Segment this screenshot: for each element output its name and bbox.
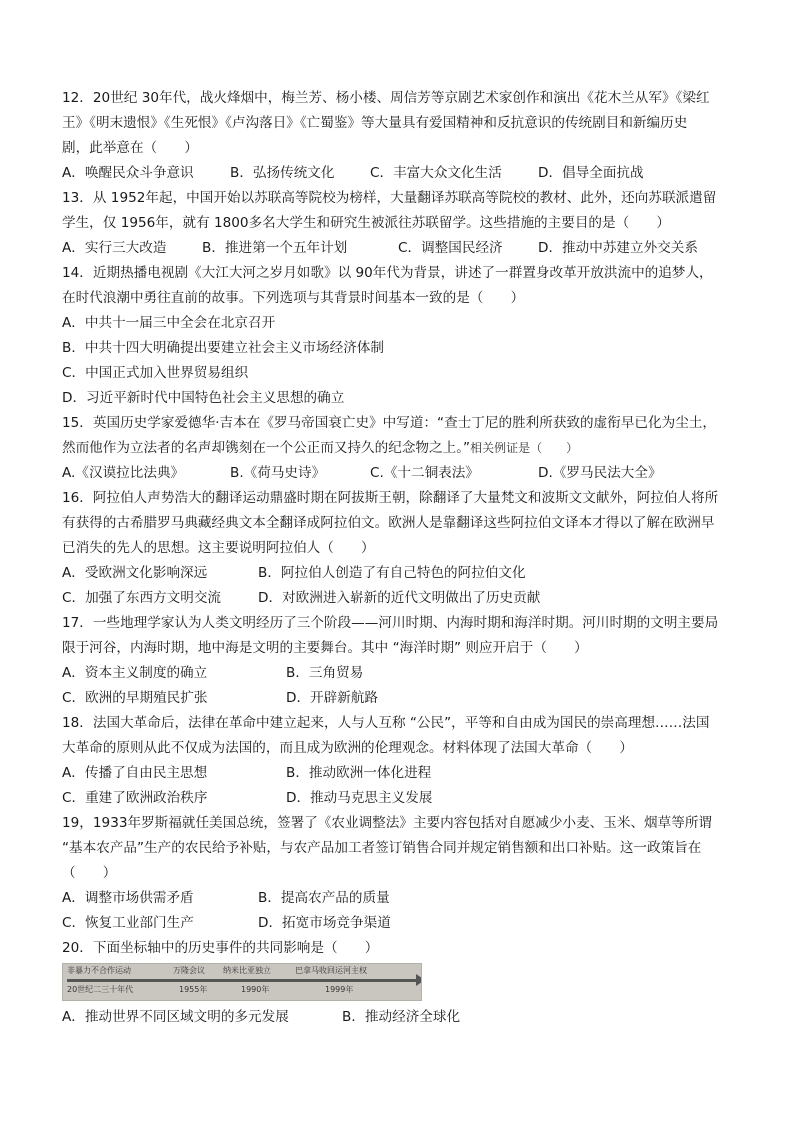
question-text: 大革命的原则从此不仅成为法国的，而且成为欧洲的伦理观念。材料体现了法国大革命（ ） [62, 740, 633, 756]
option-row [62, 886, 738, 911]
option-b[interactable]: B．弘扬传统文化 [230, 165, 335, 181]
option-a[interactable]: A．推动世界不同区域文明的多元发展 [62, 1009, 289, 1025]
option-d[interactable]: D．开辟新航路 [286, 690, 379, 706]
option-c[interactable]: C．丰富大众文化生活 [370, 165, 502, 181]
option-a[interactable]: A．传播了自由民主思想 [62, 765, 208, 781]
option-row [62, 761, 738, 786]
question-text: 20．下面坐标轴中的历史事件的共同影响是（ ） [62, 940, 379, 956]
question-14 [62, 261, 738, 411]
option-c[interactable]: C．调整国民经济 [398, 240, 503, 256]
question-text: 14．近期热播电视剧《大江大河之岁月如歌》以 90年代为背景，讲述了一群置身改革开放洪流中的追梦人， [62, 265, 713, 281]
option-c[interactable]: C．重建了欧洲政治秩序 [62, 790, 208, 806]
question-text: “基本农产品”生产的农民给予补贴，与农产品加工者签订销售合同并规定销售额和出口补贴。这一政策旨在 [62, 840, 702, 856]
timeline-event: 纳米比亚独立 [223, 966, 271, 975]
question-13 [62, 186, 738, 261]
question-text: 王》《明末遗恨》《生死恨》《卢沟落日》《亡蜀鉴》等大量具有爱国精神和反抗意识的传统剧目和新编历史 [62, 115, 688, 131]
option-d[interactable]: D．对欧洲进入崭新的近代文明做出了历史贡献 [258, 590, 541, 606]
option-a[interactable]: A．中共十一届三中全会在北京召开 [62, 315, 276, 331]
question-text-with-tail [62, 436, 738, 461]
question-text: （ ） [62, 865, 117, 881]
timeline-year: 20世纪二三十年代 [67, 985, 134, 994]
question-text: 已消失的先人的思想。这主要说明阿拉伯人（ ） [62, 540, 375, 556]
question-text: 18．法国大革命后，法律在革命中建立起来，人与人互称 “公民”，平等和自由成为国民的崇高理想……法国 [62, 715, 710, 731]
option-a[interactable]: A．实行三大改造 [62, 240, 167, 256]
question-19 [62, 811, 738, 936]
question-12 [62, 86, 738, 186]
question-18 [62, 711, 738, 811]
option-c[interactable]: C．恢复工业部门生产 [62, 915, 194, 931]
question-text: 在时代浪潮中勇往直前的故事。下列选项与其背景时间基本一致的是（ ） [62, 290, 525, 306]
question-text: 有获得的古希腊罗马典藏经典文本全翻译成阿拉伯文。欧洲人是靠翻译这些阿拉伯文译本才得以了解在欧洲早 [62, 515, 715, 531]
timeline-event: 万隆会议 [173, 966, 205, 975]
option-b[interactable]: B．阿拉伯人创造了有自己特色的阿拉伯文化 [258, 565, 526, 581]
question-17 [62, 611, 738, 711]
question-text: 19，1933年罗斯福就任美国总统，签署了《农业调整法》主要内容包括对自愿减少小麦、玉米、烟草等所谓 [62, 815, 713, 831]
question-tail: 相关例证是（ ） [470, 441, 579, 455]
question-text: 限于河谷，内海时期，地中海是文明的主要舞台。其中 “海洋时期” 则应开启于（ ） [62, 640, 588, 656]
option-d[interactable]: D．推动马克思主义发展 [286, 790, 433, 806]
question-text: 12．20世纪 30年代，战火烽烟中，梅兰芳、杨小楼、周信芳等京剧艺术家创作和演出《花木兰从军》《梁红 [62, 90, 710, 106]
option-row [62, 786, 738, 811]
question-text: 16．阿拉伯人声势浩大的翻译运动鼎盛时期在阿拔斯王朝，除翻译了大量梵文和波斯文文献外，阿拉伯人将所 [62, 490, 719, 506]
option-c[interactable]: C．加强了东西方文明交流 [62, 590, 222, 606]
timeline-year: 1999年 [325, 985, 354, 994]
option-row [62, 661, 738, 686]
option-a[interactable]: A．调整市场供需矛盾 [62, 890, 194, 906]
option-b[interactable]: B.《荷马史诗》 [230, 465, 326, 481]
question-text: 13．从 1952年起，中国开始以苏联高等院校为榜样，大量翻译苏联高等院校的教材、此外，还向苏联派遣留 [62, 190, 717, 206]
question-text: 15．英国历史学家爱德华·吉本在《罗马帝国衰亡史》中写道：“查士丁尼的胜利所获致的虚衔早已化为尘土， [62, 415, 716, 431]
timeline-figure [62, 963, 422, 1001]
option-a[interactable]: A．资本主义制度的确立 [62, 665, 208, 681]
option-c[interactable]: C．中国正式加入世界贸易组织 [62, 365, 249, 381]
option-d[interactable]: D．推动中苏建立外交关系 [538, 240, 698, 256]
question-20 [62, 936, 738, 1030]
option-b[interactable]: B．推动欧洲一体化进程 [286, 765, 432, 781]
question-16 [62, 486, 738, 611]
question-text: 然而他作为立法者的名声却镌刻在一个公正而又持久的纪念物之上。” [62, 440, 471, 456]
option-c[interactable]: C．欧洲的早期殖民扩张 [62, 690, 208, 706]
timeline-event: 非暴力不合作运动 [67, 966, 131, 975]
question-text: 17．一些地理学家认为人类文明经历了三个阶段——河川时期、内海时期和海洋时期。河川时期的文明主要局 [62, 615, 719, 631]
option-c[interactable]: C.《十二铜表法》 [370, 465, 479, 481]
option-a[interactable]: A.《汉谟拉比法典》 [62, 465, 185, 481]
option-d[interactable]: D．倡导全面抗战 [538, 165, 644, 181]
question-text: 剧，此举意在（ ） [62, 140, 198, 156]
option-row [62, 911, 738, 936]
option-d[interactable]: D．拓宽市场竞争渠道 [258, 915, 391, 931]
question-15 [62, 411, 738, 486]
option-b[interactable]: B．推进第一个五年计划 [202, 240, 348, 256]
option-a[interactable]: A．受欧洲文化影响深远 [62, 565, 208, 581]
option-a[interactable]: A．唤醒民众斗争意识 [62, 165, 194, 181]
option-row [62, 461, 738, 486]
timeline-year: 1990年 [241, 985, 270, 994]
option-b[interactable]: B．中共十四大明确提出要建立社会主义市场经济体制 [62, 340, 384, 356]
option-b[interactable]: B．推动经济全球化 [342, 1009, 461, 1025]
timeline-year: 1955年 [179, 985, 208, 994]
option-row [62, 161, 738, 186]
timeline-event: 巴拿马收回运河主权 [295, 966, 367, 975]
option-row [62, 1005, 738, 1030]
timeline-axis [67, 979, 417, 982]
option-row [62, 561, 738, 586]
option-row [62, 686, 738, 711]
option-b[interactable]: B．提高农产品的质量 [258, 890, 390, 906]
option-d[interactable]: D.《罗马民法大全》 [538, 465, 662, 481]
question-text: 学生，仅 1956年，就有 1800多名大学生和研究生被派往苏联留学。这些措施的主要目的是（ ） [62, 215, 670, 231]
option-d[interactable]: D．习近平新时代中国特色社会主义思想的确立 [62, 390, 345, 406]
option-row [62, 586, 738, 611]
exam-page [62, 86, 738, 1030]
option-b[interactable]: B．三角贸易 [286, 665, 364, 681]
option-row [62, 236, 738, 261]
